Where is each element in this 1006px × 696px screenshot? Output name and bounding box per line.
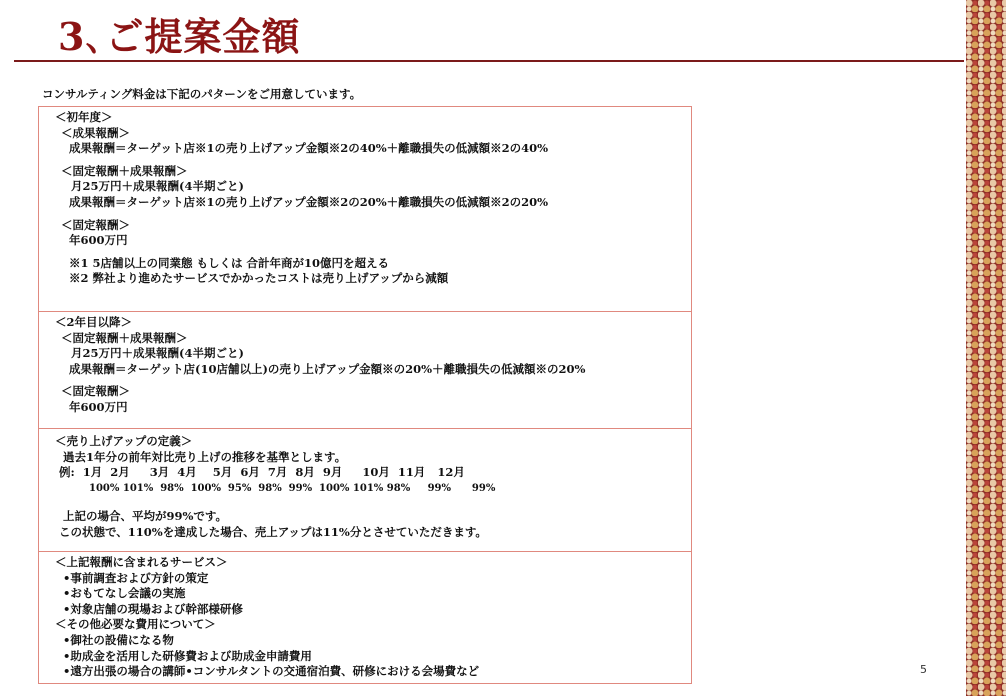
- fee-line: 年600万円: [69, 399, 128, 414]
- list-item: •助成金を活用した研修費および助成金申請費用: [63, 648, 312, 663]
- sales-definition-section: [38, 429, 692, 552]
- title-divider: [14, 60, 964, 62]
- footnote: ※1 5店舗以上の同業態 もしくは 合計年商が10億円を超える: [69, 255, 390, 270]
- section-heading: ＜その他必要な費用について＞: [55, 617, 216, 632]
- definition-text: 上記の場合、平均が99%です。: [63, 509, 228, 524]
- list-item: •おもてなし会議の実施: [63, 586, 186, 601]
- first-year-section: [38, 106, 692, 312]
- fee-line: 年600万円: [69, 233, 128, 248]
- list-item: •対象店舗の現場および幹部様研修: [63, 601, 243, 616]
- footnote: ※2 弊社より進めたサービスでかかったコストは売り上げアップから減額: [69, 271, 449, 286]
- subsection-heading: ＜固定報酬＞: [61, 217, 130, 232]
- section-heading: ＜2年目以降＞: [55, 315, 133, 329]
- example-values: 100% 101% 98% 100% 95% 98% 99% 100% 101% 98% 99% 99%: [89, 482, 496, 494]
- subsection-heading: ＜固定報酬＋成果報酬＞: [61, 330, 188, 345]
- page-title: 3､ご提案金額: [58, 14, 301, 59]
- fee-line: 成果報酬＝ターゲット店※1の売り上げアップ金額※2の20%＋離職損失の低減額※2の20%: [69, 194, 549, 209]
- second-year-section: [38, 312, 692, 429]
- page-number: 5: [920, 663, 927, 676]
- list-item: •事前調査および方針の策定: [63, 570, 209, 585]
- section-heading: ＜初年度＞: [55, 110, 113, 124]
- section-heading: ＜上記報酬に含まれるサービス＞: [55, 555, 228, 569]
- subsection-heading: ＜固定報酬＋成果報酬＞: [61, 163, 188, 178]
- section-heading: ＜売り上げアップの定義＞: [55, 434, 193, 448]
- fee-line: 月25万円＋成果報酬(4半期ごと): [71, 346, 244, 361]
- subsection-heading: ＜成果報酬＞: [61, 125, 130, 140]
- services-section: [38, 552, 692, 684]
- fee-line: 成果報酬＝ターゲット店(10店舗以上)の売り上げアップ金額※の20%＋離職損失の低減額※の20%: [69, 361, 586, 376]
- subsection-heading: ＜固定報酬＞: [61, 384, 130, 399]
- fee-line: 成果報酬＝ターゲット店※1の売り上げアップ金額※2の40%＋離職損失の低減額※2の40%: [69, 141, 549, 156]
- list-item: •遠方出張の場合の講師•コンサルタントの交通宿泊費、研修における会場費など: [63, 664, 480, 679]
- example-months: 例: 1月 2月 3月 4月 5月 6月 7月 8月 9月 10月 11月 12月: [59, 465, 465, 480]
- decorative-pattern-border: [966, 0, 1006, 696]
- fee-line: 月25万円＋成果報酬(4半期ごと): [71, 179, 244, 194]
- definition-text: この状態で、110%を達成した場合、売上アップは11%分とさせていただきます。: [59, 524, 487, 539]
- list-item: •御社の設備になる物: [63, 632, 174, 647]
- intro-text: コンサルティング料金は下記のパターンをご用意しています。: [42, 87, 362, 101]
- definition-text: 過去1年分の前年対比売り上げの推移を基準とします。: [63, 449, 347, 464]
